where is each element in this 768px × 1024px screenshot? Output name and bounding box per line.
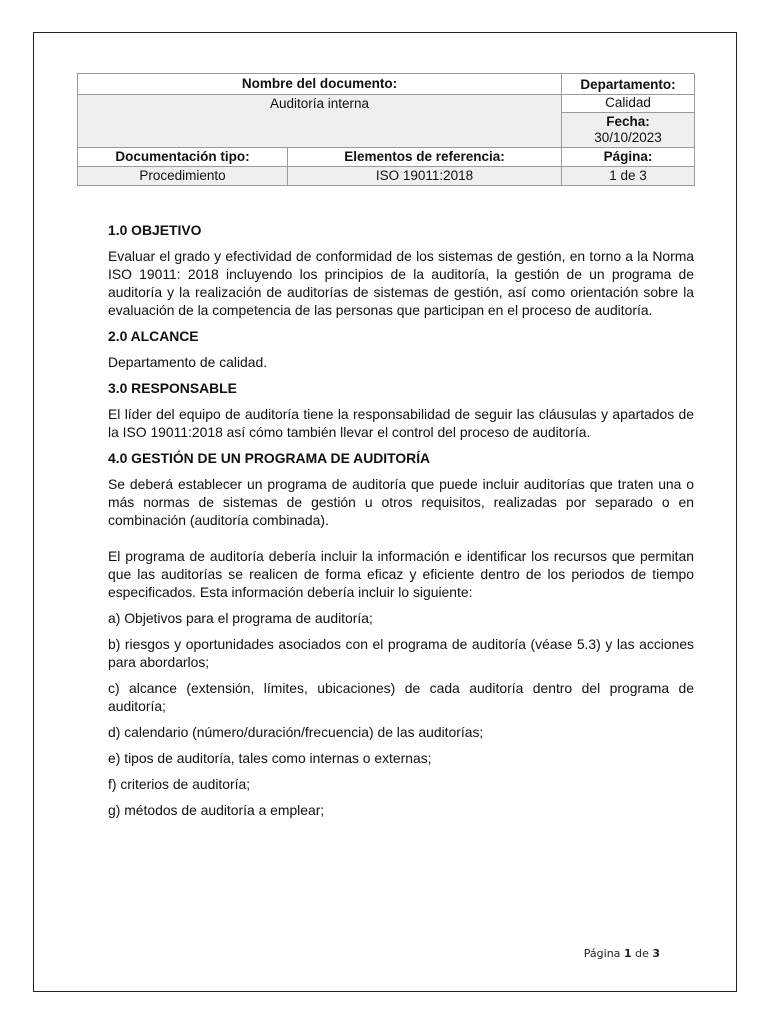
page-footer bbox=[584, 947, 660, 960]
footer-prefix: Página bbox=[583, 947, 621, 960]
reference-label: Elementos de referencia: bbox=[288, 148, 562, 167]
department-label: Departamento: bbox=[562, 74, 695, 95]
doc-type-value: Procedimiento bbox=[78, 167, 288, 186]
footer-separator: de bbox=[635, 947, 649, 960]
section-gestion-paragraph: El programa de auditoría debería incluir la información e identificar los recursos que permitan que las auditorías se realicen de forma eficaz y eficiente dentro de los periodos de tiempo especificados. Esta información debería incluir lo siguiente: bbox=[108, 548, 694, 600]
section-objetivo-text: Evaluar el grado y efectividad de conformidad de los sistemas de gestión, en torno a la Norma ISO 19011: 2018 incluyendo los principios de la auditoría, la gestión de un programa de auditoría y la realización de auditorías de sistemas de gestión, así como orientación sobre la evaluación de la competencia de las personas que participan en el proceso de auditoría. bbox=[108, 248, 694, 318]
list-item: c) alcance (extensión, límites, ubicaciones) de cada auditoría dentro del programa de auditoría; bbox=[108, 680, 694, 714]
section-gestion-paragraph: Se deberá establecer un programa de auditoría que puede incluir auditorías que traten una o más normas de sistemas de gestión u otros requisitos, realizadas por separado o en combinación (auditoría combinada). bbox=[108, 476, 694, 528]
list-item: g) métodos de auditoría a emplear; bbox=[108, 802, 325, 818]
document-body bbox=[108, 221, 694, 827]
list-item: f) criterios de auditoría; bbox=[108, 776, 251, 792]
department-value: Calidad bbox=[562, 95, 695, 113]
document-page bbox=[33, 32, 737, 992]
list-item: b) riesgos y oportunidades asociados con el programa de auditoría (véase 5.3) y las acciones para abordarlos; bbox=[108, 636, 694, 670]
reference-value: ISO 19011:2018 bbox=[288, 167, 562, 186]
list-item: d) calendario (número/duración/frecuencia) de las auditorías; bbox=[108, 724, 484, 740]
section-responsable-title: 3.0 RESPONSABLE bbox=[108, 380, 237, 396]
date-value: 30/10/2023 bbox=[594, 130, 662, 145]
doc-name-label: Nombre del documento: bbox=[78, 74, 562, 95]
list-item: a) Objetivos para el programa de auditoría; bbox=[108, 610, 373, 626]
document-header-table bbox=[77, 73, 695, 186]
date-cell bbox=[562, 113, 695, 148]
section-alcance-title: 2.0 ALCANCE bbox=[108, 328, 199, 344]
date-label: Fecha: bbox=[606, 114, 650, 129]
footer-current-page: 1 bbox=[623, 947, 632, 960]
list-item: e) tipos de auditoría, tales como internas o externas; bbox=[108, 750, 432, 766]
section-gestion-title: 4.0 GESTIÓN DE UN PROGRAMA DE AUDITORÍA bbox=[108, 450, 431, 466]
doc-type-label: Documentación tipo: bbox=[78, 148, 288, 167]
page-value: 1 de 3 bbox=[562, 167, 695, 186]
footer-total-pages: 3 bbox=[652, 947, 660, 960]
page-label: Página: bbox=[562, 148, 695, 167]
section-responsable-text: El líder del equipo de auditoría tiene la responsabilidad de seguir las cláusulas y apartados de la ISO 19011:2018 así cómo también llevar el control del proceso de auditoría. bbox=[108, 406, 694, 440]
section-alcance-text: Departamento de calidad. bbox=[108, 354, 268, 370]
doc-name-value: Auditoría interna bbox=[78, 95, 562, 148]
section-objetivo-title: 1.0 OBJETIVO bbox=[108, 222, 202, 238]
